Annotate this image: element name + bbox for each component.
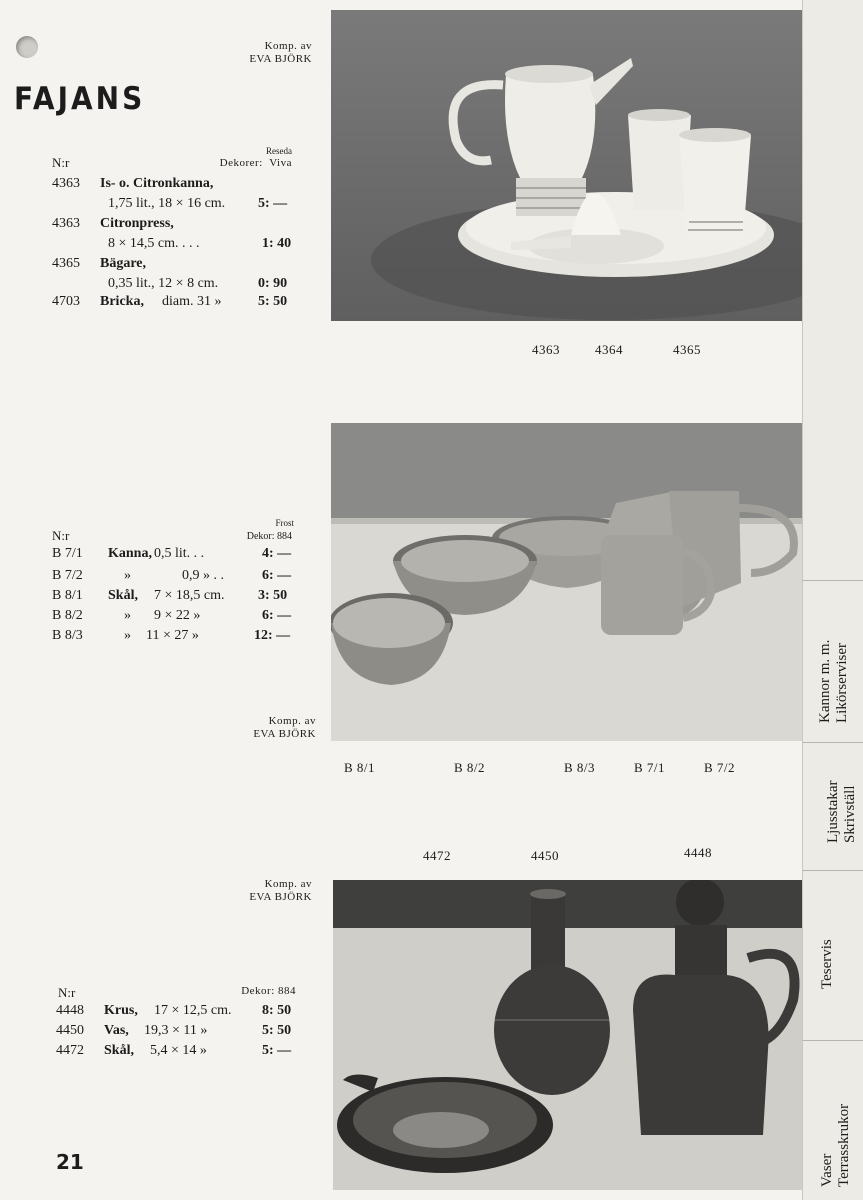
photo-caption: B 7/1 [634, 760, 666, 775]
item-price: 5: — [258, 196, 288, 211]
credit-1: Komp. av EVA BJÖRK [249, 40, 312, 65]
decor-name-top-1: Reseda [266, 146, 292, 156]
tab-teservis[interactable] [803, 870, 863, 1031]
item-detail: 0,5 lit. . . [154, 546, 205, 561]
tab-kannor-label: Kannor m. m. Likörserviser [817, 639, 850, 723]
decor-name-top-2: Frost [275, 518, 294, 528]
nr-label-2: N:r [52, 528, 70, 543]
photo-caption: 4363 [532, 342, 560, 357]
tab-vaser[interactable] [803, 1040, 863, 1191]
item-detail: 1,75 lit., 18 × 16 cm. [108, 196, 226, 211]
photo-caption: 4365 [673, 342, 701, 357]
photo-dark-jugs [333, 880, 802, 1190]
item-name: » [124, 628, 131, 643]
item-price: 0: 90 [258, 276, 288, 291]
tab-kannor[interactable] [803, 580, 863, 739]
item-detail: 9 × 22 » [154, 608, 201, 623]
item-name: » [124, 608, 131, 623]
decor-label-3: Dekor: 884 [241, 985, 296, 997]
photo-caption: 4364 [595, 342, 623, 357]
photo-caption: 4472 [423, 848, 451, 863]
page-heading: FAJANS [14, 80, 146, 117]
photo-caption: B 8/1 [344, 760, 376, 775]
photo-caption: 4450 [531, 848, 559, 863]
item-name: Skål, [108, 588, 138, 603]
item-price: 5: 50 [258, 294, 288, 309]
item-nr: B 7/1 [52, 546, 83, 561]
nr-label-1: N:r [52, 155, 70, 170]
item-nr: 4363 [52, 216, 80, 231]
item-detail: 11 × 27 » [146, 628, 199, 643]
photo-tea-set [331, 10, 802, 321]
photo-caption: B 7/2 [704, 760, 736, 775]
index-tab-bar [802, 0, 863, 1200]
item-detail: 0,9 » . . [182, 568, 224, 583]
item-nr: B 8/3 [52, 628, 83, 643]
photo-stoneware-bowls [331, 423, 802, 741]
item-price: 1: 40 [262, 236, 292, 251]
credit-2: Komp. av EVA BJÖRK [253, 715, 316, 740]
item-detail: 7 × 18,5 cm. [154, 588, 225, 603]
photo-caption: B 8/3 [564, 760, 596, 775]
item-name: Bricka, [100, 294, 144, 309]
item-detail: diam. 31 » [162, 294, 222, 309]
item-nr: 4448 [56, 1003, 84, 1018]
nr-label-3: N:r [58, 985, 76, 1000]
binder-hole [16, 36, 38, 58]
decor-label-2: Dekor: 884 [246, 531, 292, 542]
decor-label-1: Dekorer: Viva [219, 157, 292, 169]
item-detail: 8 × 14,5 cm. . . . [108, 236, 200, 251]
item-price: 5: — [262, 1043, 292, 1058]
item-nr: 4363 [52, 176, 80, 191]
item-detail: 19,3 × 11 » [144, 1023, 208, 1038]
item-name: Skål, [104, 1043, 134, 1058]
tab-vaser-label: Vaser Terrasskrukor [819, 1103, 852, 1187]
tab-teservis-label: Teservis [819, 939, 835, 989]
item-price: 3: 50 [258, 588, 288, 603]
tab-ljusstakar[interactable] [803, 742, 863, 851]
item-name: Is- o. Citronkanna, [100, 176, 214, 191]
item-nr: 4703 [52, 294, 80, 309]
item-nr: B 8/2 [52, 608, 83, 623]
item-name: Kanna, [108, 546, 152, 561]
page-number: 21 [56, 1150, 84, 1174]
photo-caption: B 8/2 [454, 760, 486, 775]
item-nr: 4450 [56, 1023, 84, 1038]
item-price: 5: 50 [262, 1023, 292, 1038]
item-name: Citronpress, [100, 216, 174, 231]
credit-3: Komp. av EVA BJÖRK [249, 878, 312, 903]
item-detail: 5,4 × 14 » [150, 1043, 207, 1058]
item-name: » [124, 568, 131, 583]
item-price: 4: — [262, 546, 292, 561]
tab-ljusstakar-label: Ljusstakar Skrivställ [825, 780, 858, 843]
item-nr: B 8/1 [52, 588, 83, 603]
item-nr: B 7/2 [52, 568, 83, 583]
item-price: 6: — [262, 608, 292, 623]
photo-caption: 4448 [684, 845, 712, 860]
item-nr: 4365 [52, 256, 80, 271]
item-price: 12: — [254, 628, 291, 643]
item-price: 6: — [262, 568, 292, 583]
item-nr: 4472 [56, 1043, 84, 1058]
item-detail: 0,35 lit., 12 × 8 cm. [108, 276, 219, 291]
item-name: Krus, [104, 1003, 138, 1018]
item-detail: 17 × 12,5 cm. [154, 1003, 232, 1018]
item-name: Vas, [104, 1023, 129, 1038]
item-name: Bägare, [100, 256, 147, 271]
item-price: 8: 50 [262, 1003, 292, 1018]
